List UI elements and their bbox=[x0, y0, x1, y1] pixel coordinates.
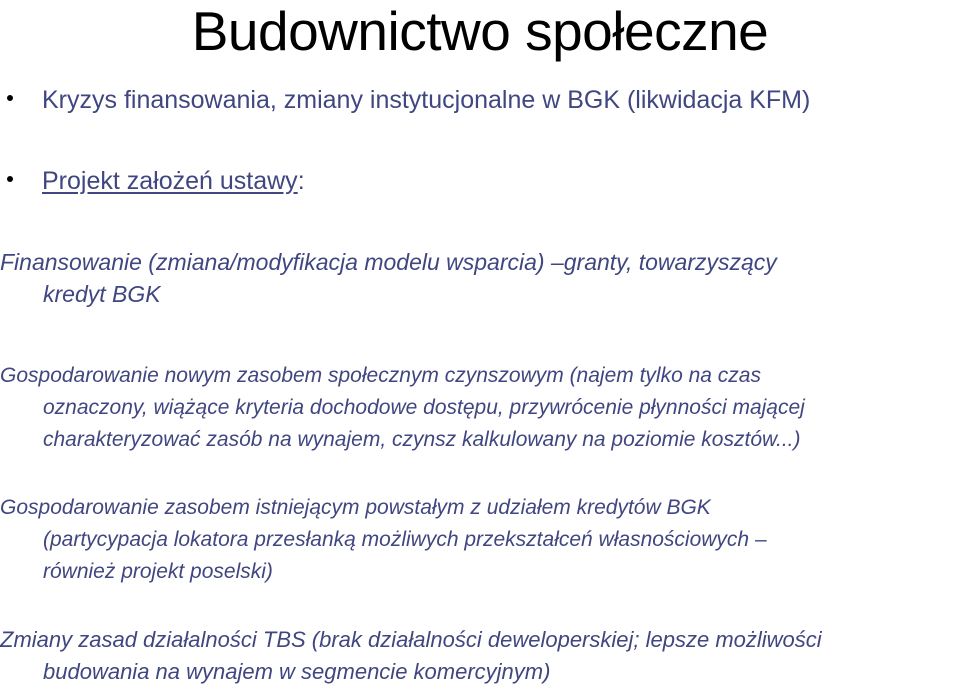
paragraph-line: oznaczony, wiążące kryteria dochodowe dostępu, przywrócenie płynności mającej bbox=[43, 396, 805, 419]
paragraph-line: budowania na wynajem w segmencie komercyjnym) bbox=[43, 659, 551, 684]
slide-title: Budownictwo społeczne bbox=[191, 0, 769, 62]
bullet-dot-icon bbox=[7, 95, 13, 101]
paragraph-line: również projekt poselski) bbox=[43, 560, 273, 583]
paragraph-line: Finansowanie (zmiana/modyfikacja modelu wsparcia) –granty, towarzyszący bbox=[0, 249, 777, 275]
paragraph-existing-stock bbox=[0, 492, 960, 588]
paragraph-line: Zmiany zasad działalności TBS (brak działalności deweloperskiej; lepsze możliwości bbox=[0, 627, 822, 652]
bullet-text-wrapper bbox=[42, 166, 305, 196]
bullet-dot-icon bbox=[7, 176, 13, 182]
bullet-text: Kryzys finansowania, zmiany instytucjonalne w BGK (likwidacja KFM) bbox=[42, 86, 811, 114]
paragraph-new-stock bbox=[0, 360, 960, 456]
paragraph-financing bbox=[0, 246, 960, 310]
bullet-suffix: : bbox=[297, 167, 305, 195]
paragraph-line: (partycypacja lokatora przesłanką możliwych przekształceń własnościowych – bbox=[43, 528, 767, 551]
paragraph-line: charakteryzować zasób na wynajem, czynsz kalkulowany na poziomie kosztów...) bbox=[43, 428, 801, 451]
paragraph-line: Gospodarowanie zasobem istniejącym powstałym z udziałem kredytów BGK bbox=[0, 496, 711, 519]
paragraph-line: Gospodarowanie nowym zasobem społecznym czynszowym (najem tylko na czas bbox=[0, 364, 761, 387]
paragraph-tbs-rules bbox=[0, 624, 960, 688]
paragraph-line: kredyt BGK bbox=[43, 281, 161, 307]
bullet-text: Projekt założeń ustawy bbox=[42, 167, 298, 195]
